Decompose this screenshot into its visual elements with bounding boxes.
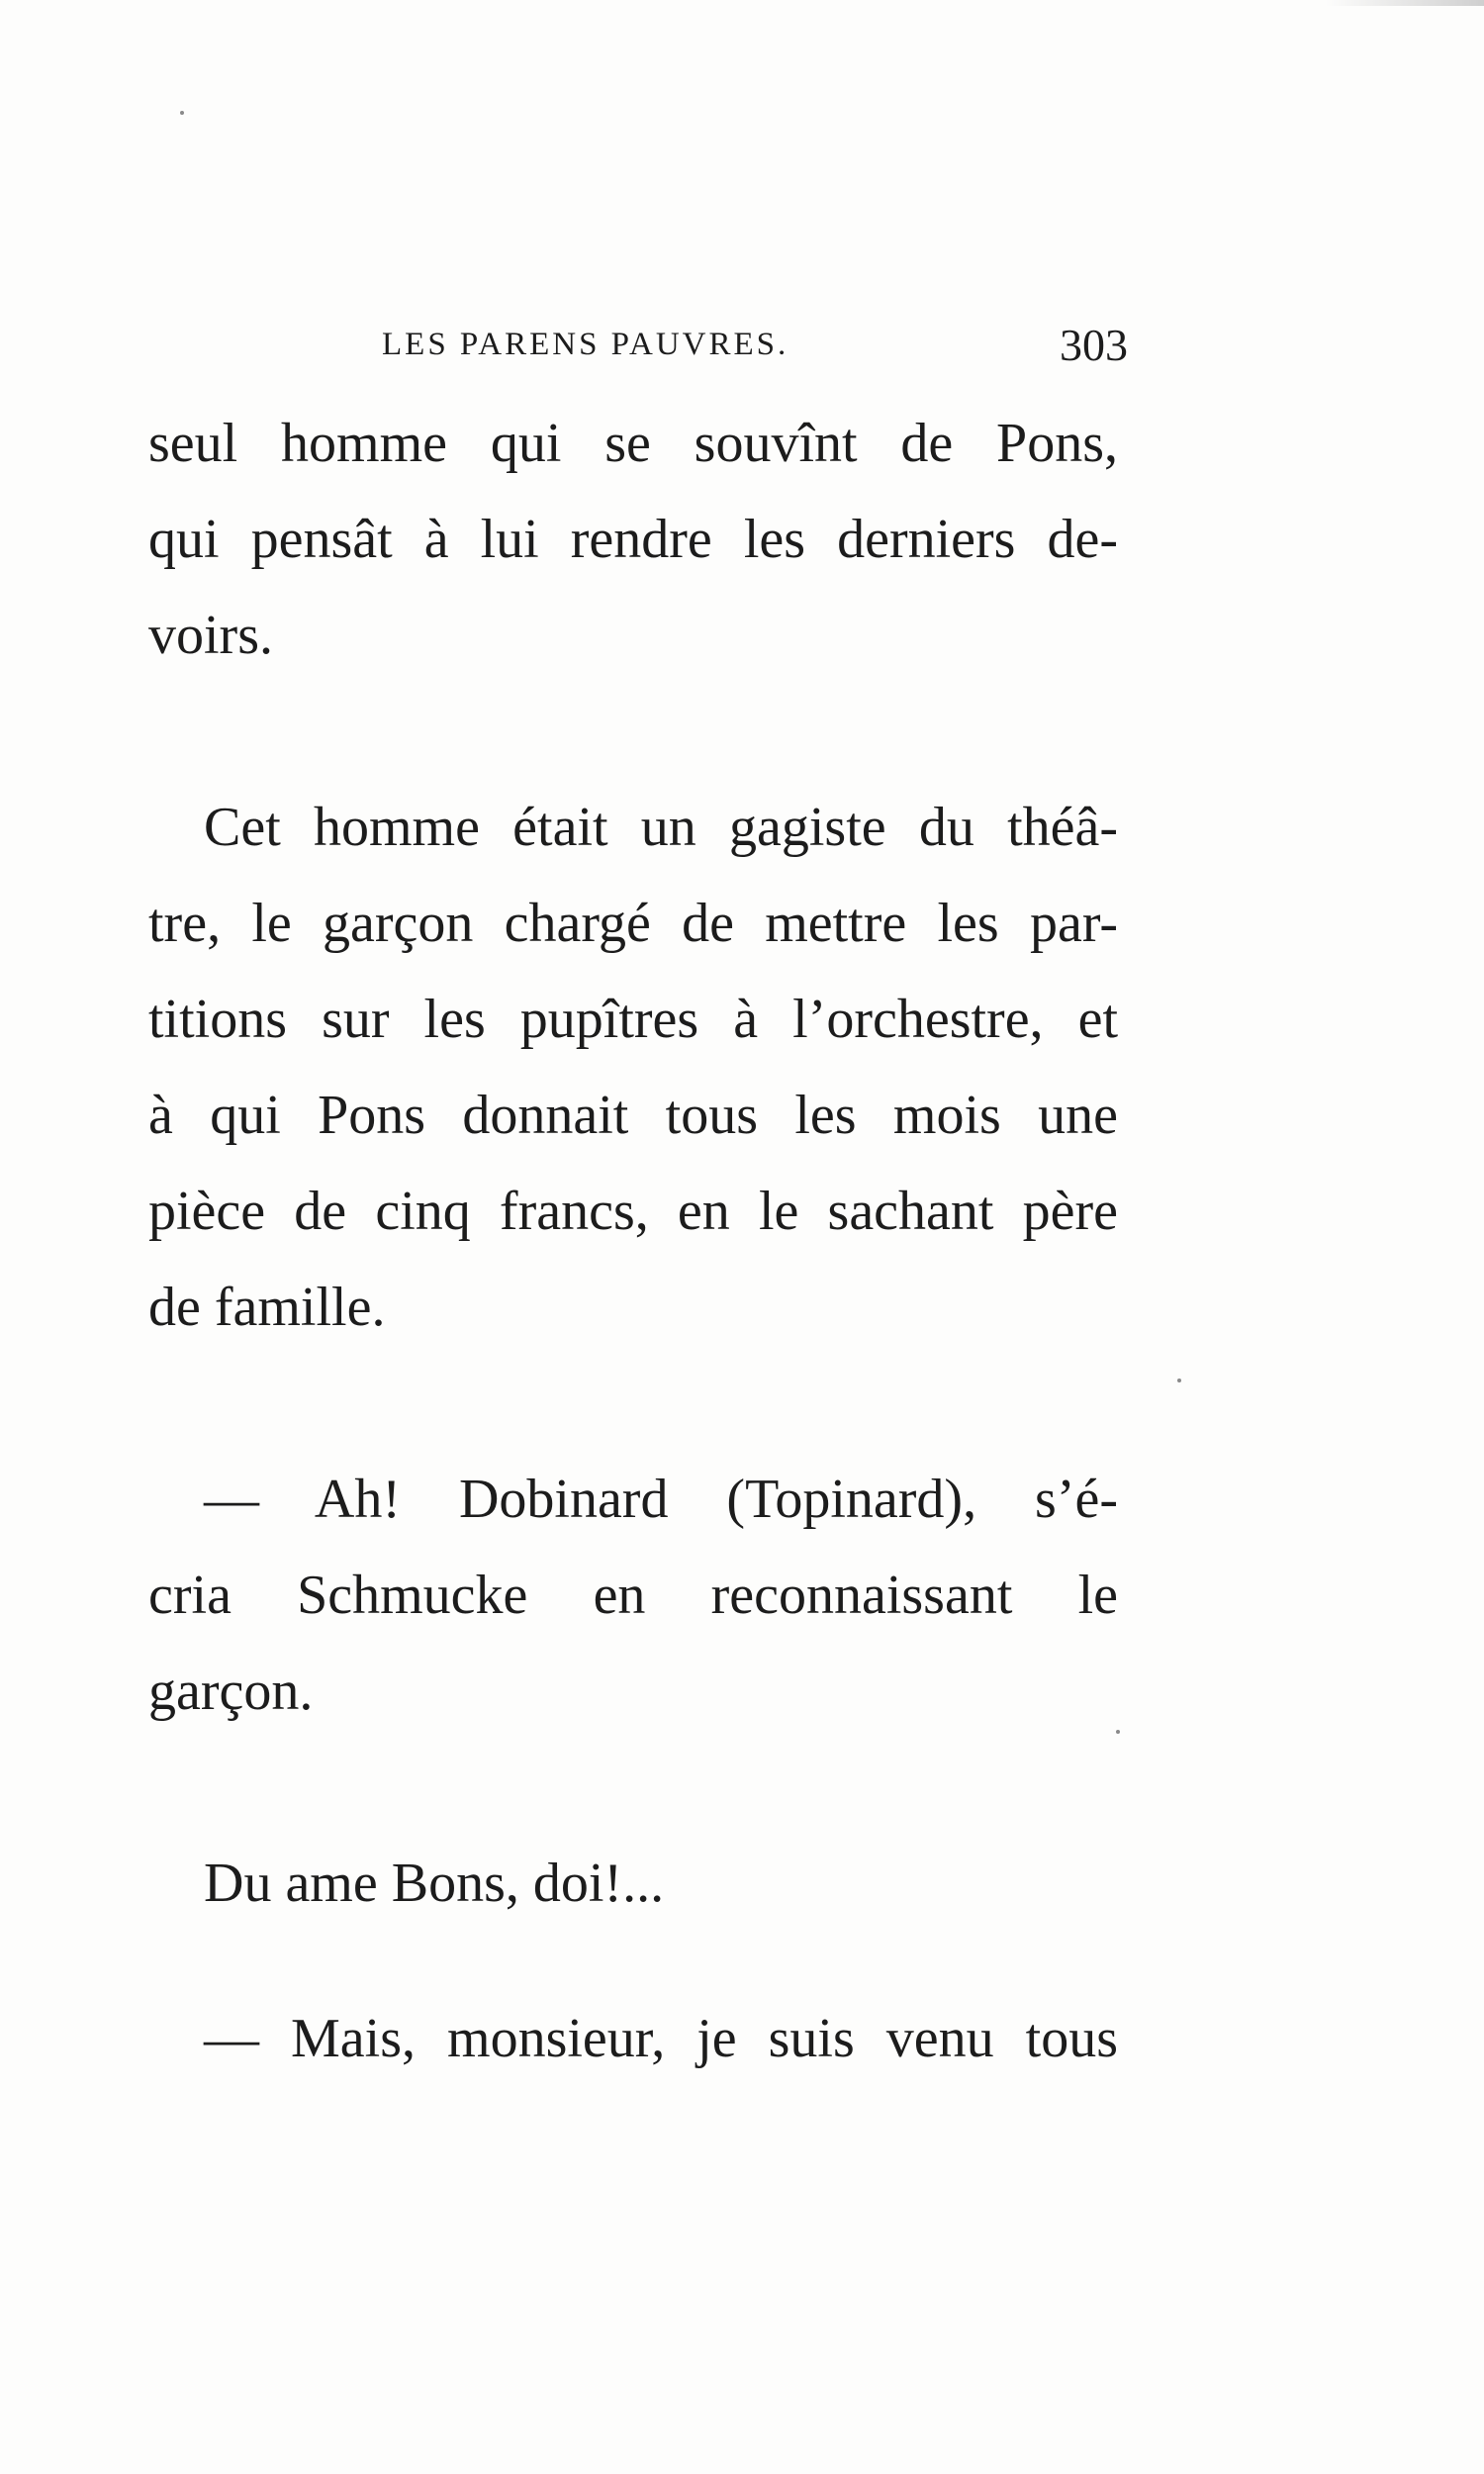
page-number: 303	[1060, 320, 1128, 370]
paragraph-gap	[148, 1356, 1118, 1452]
paper-speck	[1177, 1379, 1181, 1382]
paragraph	[148, 1991, 1118, 2087]
text-line: Cet homme était un gagiste du théâ-	[204, 797, 1118, 858]
page-edge-shadow	[1326, 0, 1484, 6]
text-line: cria Schmucke en reconnaissant le	[148, 1565, 1118, 1626]
text-line: voirs.	[148, 605, 273, 666]
text-line: qui pensât à lui rendre les derniers de-	[148, 509, 1118, 570]
text-line: garçon.	[148, 1661, 314, 1722]
page-header	[148, 319, 1128, 378]
paragraph	[148, 1452, 1118, 1740]
text-line: tre, le garçon chargé de mettre les par-	[148, 893, 1118, 954]
running-head: LES PARENS PAUVRES.	[382, 327, 789, 362]
text-line: à qui Pons donnait tous les mois une	[148, 1085, 1118, 1146]
paragraph	[148, 1836, 1118, 1932]
text-line: de famille.	[148, 1277, 386, 1338]
text-line: Du ame Bons, doi!...	[204, 1853, 665, 1914]
page-text	[148, 396, 1118, 2087]
text-line: seul homme qui se souvînt de Pons,	[148, 413, 1118, 474]
text-line: — Ah! Dobinard (Topinard), s’é-	[204, 1469, 1118, 1530]
paper-speck	[180, 111, 184, 115]
text-line: — Mais, monsieur, je suis venu tous	[204, 2008, 1118, 2069]
text-line: titions sur les pupîtres à l’orchestre, et	[148, 989, 1118, 1050]
paragraph	[148, 780, 1118, 1356]
paragraph-gap	[148, 1932, 1118, 1991]
paragraph-gap	[148, 1740, 1118, 1836]
paragraph-gap	[148, 684, 1118, 780]
text-line: pièce de cinq francs, en le sachant père	[148, 1181, 1118, 1242]
paragraph	[148, 396, 1118, 684]
